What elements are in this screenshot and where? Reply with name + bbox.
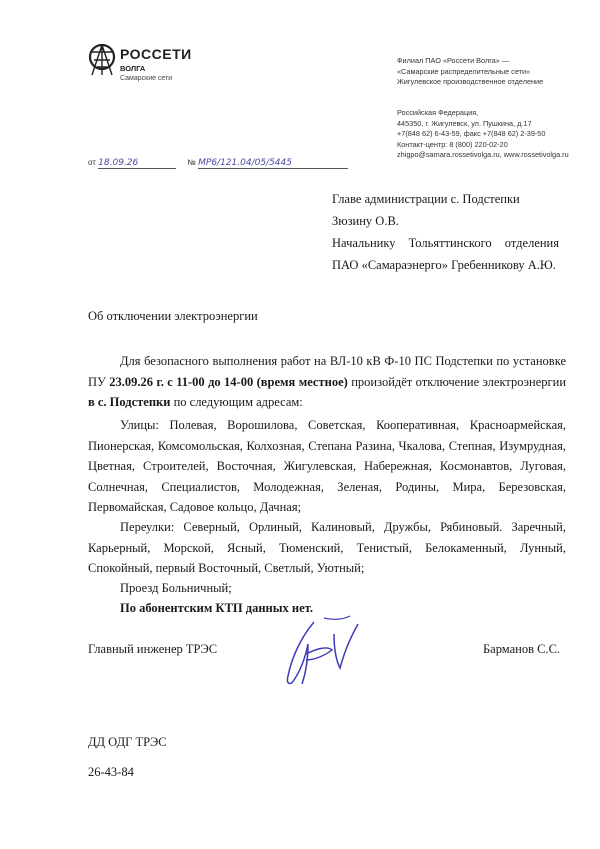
logo-name: РОССЕТИ	[120, 46, 192, 62]
sender-organization	[397, 56, 597, 88]
date-label: от	[88, 158, 96, 167]
signer-role: Главный инженер ТРЭС	[88, 642, 218, 656]
sender-addr-line: +7(848 62) 6-43-59, факс +7(848 62) 2-39-50	[397, 129, 546, 138]
date-field	[98, 158, 176, 169]
logo-region: Самарские сети	[120, 75, 173, 82]
body-text-e: по следующим адресам:	[170, 395, 303, 409]
number-label: №	[187, 158, 196, 167]
logo-subtitle: ВОЛГА	[120, 64, 146, 73]
sender-org-line: Жигулевское производственное отделение	[397, 77, 544, 86]
streets-paragraph	[88, 415, 566, 518]
body-paragraph-main	[88, 351, 566, 413]
signer-name: Барманов С.С.	[483, 642, 561, 656]
sender-org-line: «Самарские распределительные сети»	[397, 66, 531, 76]
subject-line: Об отключении электроэнергии	[88, 309, 258, 323]
executor-department: ДД ОДГ ТРЭС	[88, 735, 167, 749]
body-text-a: Для безопасного выполнения работ на ВЛ-10 кВ Ф-10 ПС Подстепки по установке ПУ	[88, 354, 566, 389]
rosseti-logo-icon	[88, 44, 116, 76]
recipient-line: Главе администрации с. Подстепки	[332, 192, 520, 206]
body-text-c: произойдёт отключение электроэнергии	[347, 374, 567, 389]
number-value: МР6/121.04/05/5445	[198, 158, 292, 168]
date-value: 18.09.26	[98, 158, 139, 168]
recipient-line: ПАО «Самараэнерго» Гребенникову А.Ю.	[332, 258, 556, 272]
sender-addr-line: 445350, г. Жигулевск, ул. Пушкина, д.17	[397, 118, 532, 128]
outage-locality: в с. Подстепки	[88, 395, 171, 409]
sender-org-line: Филиал ПАО «Россети Волга» —	[397, 56, 510, 65]
body-text	[88, 354, 566, 409]
passage-paragraph	[88, 578, 566, 599]
handwritten-signature	[284, 614, 364, 690]
sender-address	[397, 108, 597, 161]
sender-addr-line: Контакт-центр: 8 (800) 220-02-20	[397, 139, 508, 149]
registration-line	[88, 158, 348, 169]
ktp-note: По абонентским КТП данных нет.	[120, 601, 313, 615]
sender-addr-line: Российская Федерация,	[397, 108, 479, 117]
streets-list: Улицы: Полевая, Ворошилова, Советская, Кооперативная, Красноармейская, Пионерская, Комсомольская, Колхозная, Степана Разина, Чкалова, Степная, Изумрудная, Цветная, Строителей, Восточная, Жигулевская, Набережная, Космонавтов, Луговая, Солнечная, Специалистов, Молодежная, Зеленая, Родины, Мира, Березовская, Первомайская, Садовое кольцо, Дачная;	[88, 418, 566, 514]
executor-phone: 26-43-84	[88, 765, 134, 779]
recipient-line: Начальнику Тольяттинского отделения	[332, 236, 559, 250]
sender-addr-line: zhigpo@samara.rossetivolga.ru, www.rossetivolga.ru	[397, 150, 569, 159]
lanes-list: Переулки: Северный, Орлиный, Калиновый, Дружбы, Рябиновый. Заречный, Карьерный, Морской, Ясный, Тюменский, Тенистый, Белокаменный, Лунный, Спокойный, первый Восточный, Светлый, Уютный;	[88, 520, 566, 575]
number-field	[198, 158, 348, 169]
lanes-paragraph	[88, 517, 566, 579]
outage-time: 23.09.26 г. с 11-00 до 14-00 (время местное)	[109, 374, 348, 389]
passage-text: Проезд Больничный;	[120, 581, 232, 595]
recipient-line: Зюзину О.В.	[332, 214, 399, 228]
